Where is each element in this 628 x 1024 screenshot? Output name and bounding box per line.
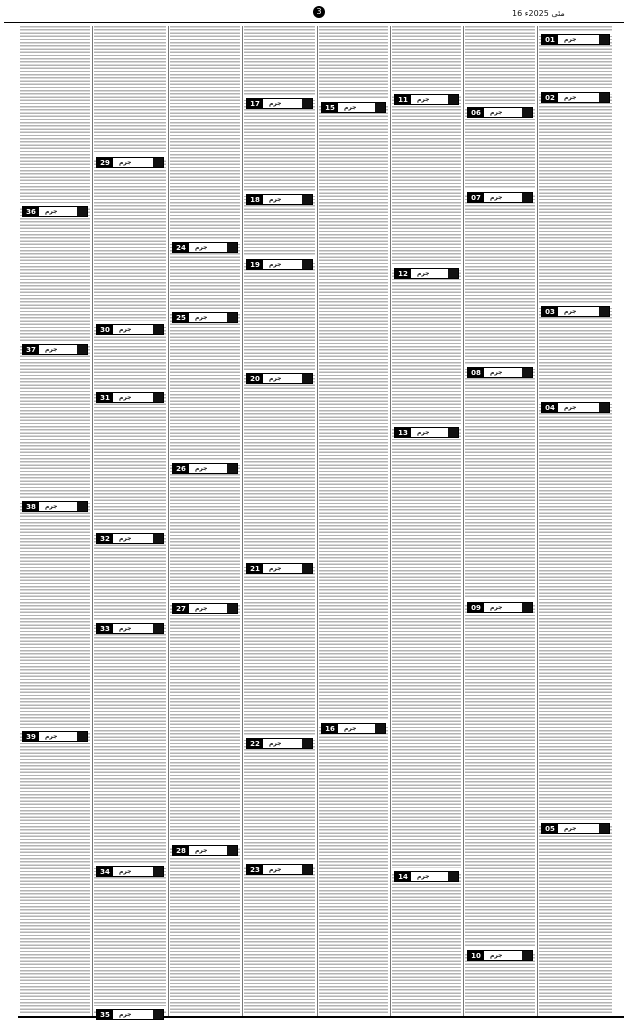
ad-item-keyword: جرم (195, 244, 208, 251)
ad-item-number: 39 (23, 732, 39, 741)
ad-item-header (172, 312, 238, 323)
publisher-logo-icon (227, 604, 237, 613)
ad-item-keyword: جرم (417, 873, 430, 880)
ad-item-header (541, 823, 610, 834)
ad-item-header (541, 34, 610, 45)
ad-item-number: 16 (322, 724, 338, 733)
publisher-logo-icon (375, 724, 385, 733)
ad-item-header (467, 602, 533, 613)
ad-item-header (96, 324, 164, 335)
publisher-logo-icon (153, 325, 163, 334)
ad-item-keyword: جرم (119, 326, 132, 333)
ad-item-keyword: جرم (45, 208, 58, 215)
column-separator (537, 26, 538, 1016)
ad-item-keyword: جرم (564, 308, 577, 315)
ad-item-header (394, 871, 459, 882)
publisher-logo-icon (227, 846, 237, 855)
ad-item-number: 19 (247, 260, 263, 269)
ad-item-header (96, 533, 164, 544)
ad-item-header (246, 864, 313, 875)
ad-item-number: 32 (97, 534, 113, 543)
text-column (170, 26, 240, 1014)
publisher-logo-icon (448, 269, 458, 278)
ad-item-header (467, 192, 533, 203)
column-separator (242, 26, 243, 1016)
publisher-logo-icon (77, 502, 87, 511)
ad-item-header (246, 563, 313, 574)
ad-item-keyword: جرم (45, 733, 58, 740)
ad-item-number: 01 (542, 35, 558, 44)
ad-item-number: 15 (322, 103, 338, 112)
ad-item-number: 20 (247, 374, 263, 383)
text-column (319, 26, 388, 1014)
ad-item-keyword: جرم (195, 605, 208, 612)
ad-item-number: 31 (97, 393, 113, 402)
text-column (465, 26, 535, 1014)
ad-item-keyword: جرم (119, 394, 132, 401)
ad-item-keyword: جرم (269, 375, 282, 382)
ad-item-keyword: جرم (344, 104, 357, 111)
publisher-logo-icon (153, 393, 163, 402)
ad-item-header (96, 157, 164, 168)
ad-item-keyword: جرم (417, 429, 430, 436)
page-number-badge: 3 (313, 6, 325, 18)
ad-item-header (172, 463, 238, 474)
publisher-logo-icon (77, 345, 87, 354)
ad-item-keyword: جرم (564, 825, 577, 832)
publisher-logo-icon (599, 307, 609, 316)
ad-item-keyword: جرم (45, 503, 58, 510)
ad-item-number: 22 (247, 739, 263, 748)
ad-item-keyword: جرم (195, 465, 208, 472)
ad-item-number: 28 (173, 846, 189, 855)
ad-item-number: 07 (468, 193, 484, 202)
masthead-date: 16 مئی 2025ء (512, 9, 565, 18)
ad-item-number: 10 (468, 951, 484, 960)
ad-item-header (22, 501, 88, 512)
ad-item-number: 37 (23, 345, 39, 354)
ad-item-keyword: جرم (119, 868, 132, 875)
ad-item-keyword: جرم (417, 96, 430, 103)
ad-item-keyword: جرم (269, 565, 282, 572)
publisher-logo-icon (302, 260, 312, 269)
ad-item-header (246, 738, 313, 749)
publisher-logo-icon (227, 464, 237, 473)
ad-item-header (541, 402, 610, 413)
body-text-lines (319, 26, 388, 1014)
ad-item-number: 30 (97, 325, 113, 334)
publisher-logo-icon (599, 824, 609, 833)
ad-item-number: 38 (23, 502, 39, 511)
publisher-logo-icon (302, 564, 312, 573)
ad-item-header (22, 206, 88, 217)
publisher-logo-icon (522, 603, 532, 612)
publisher-logo-icon (302, 374, 312, 383)
publisher-logo-icon (522, 108, 532, 117)
ad-item-number: 06 (468, 108, 484, 117)
column-separator (317, 26, 318, 1016)
ad-item-header (172, 603, 238, 614)
ad-item-header (172, 845, 238, 856)
ad-item-number: 18 (247, 195, 263, 204)
text-column (244, 26, 315, 1014)
ad-item-number: 05 (542, 824, 558, 833)
publisher-logo-icon (599, 93, 609, 102)
publisher-logo-icon (227, 313, 237, 322)
ad-item-header (541, 92, 610, 103)
ad-item-number: 14 (395, 872, 411, 881)
publisher-logo-icon (153, 1010, 163, 1019)
ad-item-keyword: جرم (269, 261, 282, 268)
ad-item-number: 09 (468, 603, 484, 612)
ad-item-header (394, 268, 459, 279)
body-text-lines (465, 26, 535, 1014)
publisher-logo-icon (77, 732, 87, 741)
column-separator (168, 26, 169, 1016)
ad-item-number: 04 (542, 403, 558, 412)
ad-item-keyword: جرم (269, 866, 282, 873)
ad-item-header (96, 1009, 164, 1020)
publisher-logo-icon (522, 951, 532, 960)
ad-item-header (172, 242, 238, 253)
publisher-logo-icon (599, 403, 609, 412)
text-column (539, 26, 612, 1014)
ad-item-number: 33 (97, 624, 113, 633)
ad-item-number: 17 (247, 99, 263, 108)
ad-item-header (246, 259, 313, 270)
ad-item-number: 08 (468, 368, 484, 377)
ad-item-number: 21 (247, 564, 263, 573)
publisher-logo-icon (302, 865, 312, 874)
text-column (20, 26, 90, 1014)
ad-item-keyword: جرم (564, 36, 577, 43)
ad-item-header (246, 194, 313, 205)
ad-item-keyword: جرم (45, 346, 58, 353)
ad-item-keyword: جرم (564, 94, 577, 101)
publisher-logo-icon (153, 624, 163, 633)
ad-item-number: 29 (97, 158, 113, 167)
ad-item-number: 34 (97, 867, 113, 876)
ad-item-header (22, 731, 88, 742)
publisher-logo-icon (153, 534, 163, 543)
body-text-lines (392, 26, 461, 1014)
ad-item-number: 23 (247, 865, 263, 874)
ad-item-header (321, 102, 386, 113)
ad-item-header (321, 723, 386, 734)
publisher-logo-icon (448, 95, 458, 104)
ad-item-keyword: جرم (417, 270, 430, 277)
ad-item-number: 35 (97, 1010, 113, 1019)
publisher-logo-icon (302, 99, 312, 108)
ad-item-keyword: جرم (119, 625, 132, 632)
ad-item-number: 27 (173, 604, 189, 613)
ad-item-header (541, 306, 610, 317)
body-text-lines (170, 26, 240, 1014)
ad-item-number: 25 (173, 313, 189, 322)
publisher-logo-icon (448, 428, 458, 437)
ad-item-header (96, 623, 164, 634)
ad-item-number: 02 (542, 93, 558, 102)
ad-item-keyword: جرم (490, 194, 503, 201)
ad-item-keyword: جرم (119, 535, 132, 542)
ad-item-header (394, 94, 459, 105)
ad-item-keyword: جرم (269, 100, 282, 107)
ad-item-keyword: جرم (490, 369, 503, 376)
publisher-logo-icon (153, 158, 163, 167)
ad-item-keyword: جرم (269, 196, 282, 203)
publisher-logo-icon (375, 103, 385, 112)
publisher-logo-icon (522, 368, 532, 377)
ad-item-header (394, 427, 459, 438)
text-column (392, 26, 461, 1014)
ad-item-keyword: جرم (490, 109, 503, 116)
ad-item-header (96, 392, 164, 403)
publisher-logo-icon (302, 195, 312, 204)
ad-item-keyword: جرم (195, 847, 208, 854)
column-separator (463, 26, 464, 1016)
masthead (4, 8, 624, 22)
ad-item-number: 26 (173, 464, 189, 473)
ad-item-number: 11 (395, 95, 411, 104)
text-column (94, 26, 166, 1019)
ad-item-header (467, 367, 533, 378)
ad-item-keyword: جرم (564, 404, 577, 411)
column-separator (92, 26, 93, 1016)
ad-item-header (22, 344, 88, 355)
publisher-logo-icon (227, 243, 237, 252)
ad-item-header (467, 107, 533, 118)
body-text-lines (20, 26, 90, 1014)
ad-item-keyword: جرم (195, 314, 208, 321)
ad-item-header (246, 373, 313, 384)
masthead-rule (4, 22, 624, 23)
ad-item-header (96, 866, 164, 877)
ad-item-keyword: جرم (344, 725, 357, 732)
body-text-lines (539, 26, 612, 1014)
publisher-logo-icon (522, 193, 532, 202)
ad-item-number: 03 (542, 307, 558, 316)
ad-item-header (467, 950, 533, 961)
publisher-logo-icon (448, 872, 458, 881)
ad-item-number: 12 (395, 269, 411, 278)
ad-item-keyword: جرم (119, 159, 132, 166)
ad-item-number: 36 (23, 207, 39, 216)
column-separator (390, 26, 391, 1016)
ad-item-keyword: جرم (490, 604, 503, 611)
ad-item-keyword: جرم (269, 740, 282, 747)
ad-item-number: 13 (395, 428, 411, 437)
ad-item-header (246, 98, 313, 109)
publisher-logo-icon (302, 739, 312, 748)
ad-item-number: 24 (173, 243, 189, 252)
ad-item-keyword: جرم (119, 1011, 132, 1018)
publisher-logo-icon (77, 207, 87, 216)
ad-item-keyword: جرم (490, 952, 503, 959)
publisher-logo-icon (599, 35, 609, 44)
publisher-logo-icon (153, 867, 163, 876)
